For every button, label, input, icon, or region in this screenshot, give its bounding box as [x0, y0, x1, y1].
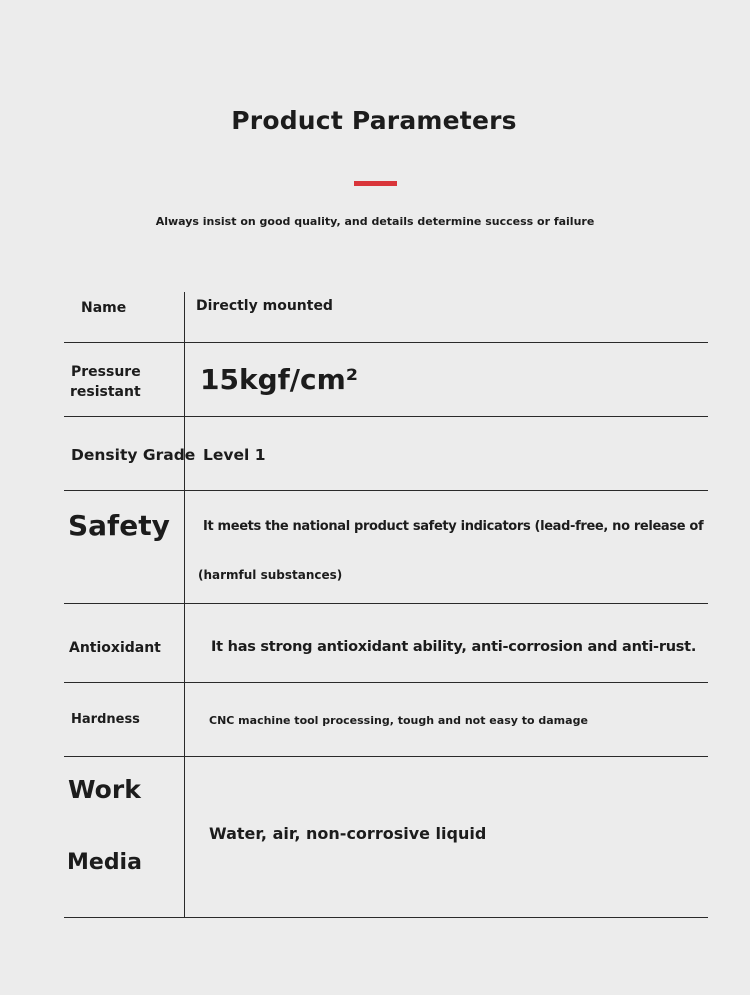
param-label-work-media-line2: Media — [67, 850, 142, 875]
param-value-antioxidant: It has strong antioxidant ability, anti-corrosion and anti-rust. — [211, 639, 697, 655]
param-value-safety-line1: It meets the national product safety indicators (lead-free, no release of — [203, 519, 704, 534]
column-divider — [184, 683, 185, 757]
table-row-density — [64, 417, 708, 491]
param-label-antioxidant: Antioxidant — [69, 640, 161, 656]
param-label-hardness: Hardness — [71, 712, 140, 727]
table-row-name — [64, 292, 708, 343]
column-divider — [184, 491, 185, 604]
column-divider — [184, 604, 185, 683]
title-accent-bar — [354, 181, 397, 186]
param-label-density: Density Grade — [71, 446, 196, 464]
param-value-hardness: CNC machine tool processing, tough and not easy to damage — [209, 714, 588, 727]
table-row-safety — [64, 491, 708, 604]
row-divider — [64, 917, 708, 918]
param-label-pressure-line1: Pressure — [71, 364, 141, 380]
table-row-work-media — [64, 757, 708, 918]
param-value-safety-line2: (harmful substances) — [198, 568, 343, 582]
page-title: Product Parameters — [231, 106, 517, 135]
page-subtitle: Always insist on good quality, and details determine success or failure — [155, 215, 595, 228]
param-label-work-media-line1: Work — [68, 775, 141, 804]
table-row-pressure — [64, 343, 708, 417]
param-label-name: Name — [81, 300, 127, 316]
table-row-antioxidant — [64, 604, 708, 683]
param-value-pressure: 15kgf/cm² — [200, 363, 359, 396]
param-value-name: Directly mounted — [196, 298, 333, 314]
table-row-hardness — [64, 683, 708, 757]
param-label-pressure-line2: resistant — [70, 384, 141, 400]
column-divider — [184, 292, 185, 343]
column-divider — [184, 757, 185, 918]
column-divider — [184, 343, 185, 417]
param-label-safety: Safety — [68, 509, 170, 542]
param-value-work-media: Water, air, non-corrosive liquid — [209, 824, 487, 843]
param-value-density: Level 1 — [203, 446, 266, 464]
